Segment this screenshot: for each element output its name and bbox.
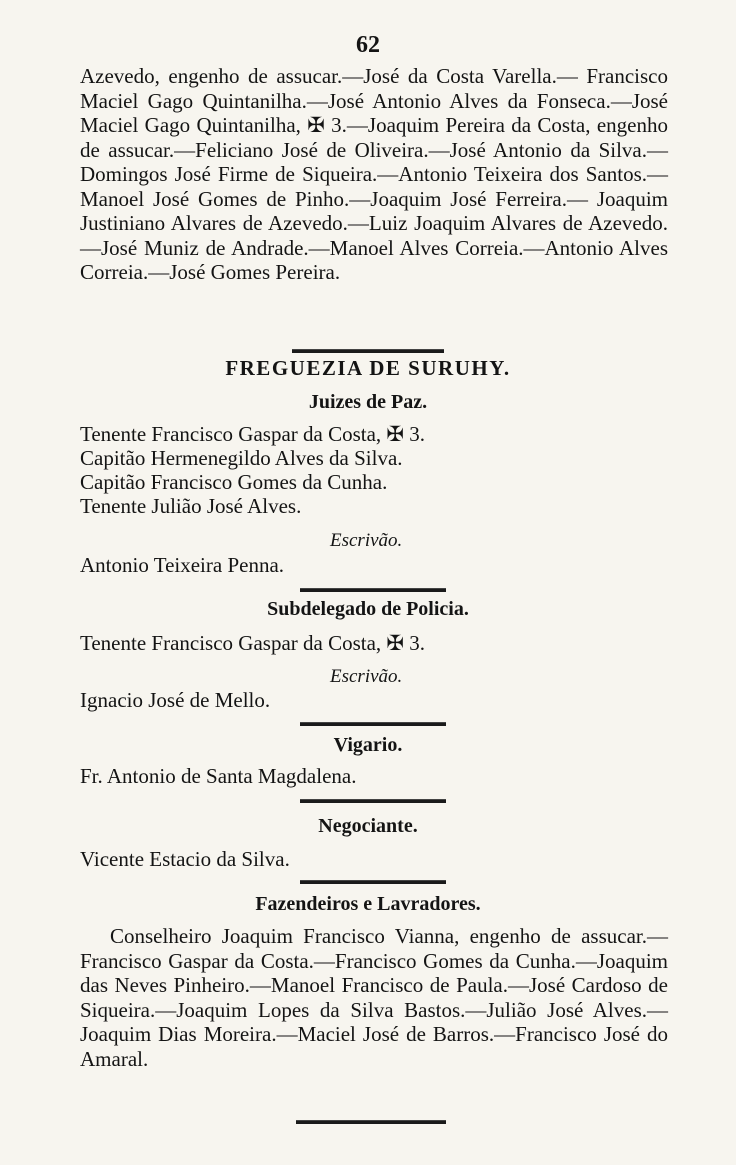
page-number: 62 [356,32,380,58]
subdelegado-heading: Subdelegado de Policia. [267,598,469,620]
escrivao-label: Escrivão. [330,530,403,551]
subdelegado-escrivao-name: Ignacio José de Mello. [80,688,271,712]
juiz-name-1: Tenente Francisco Gaspar da Costa, ✠ 3. [80,422,426,446]
subdelegado-name: Tenente Francisco Gaspar da Costa, ✠ 3. [80,631,426,655]
section-divider [300,880,446,884]
vigario-heading: Vigario. [333,734,403,756]
section-divider [300,722,446,726]
negociante-heading: Negociante. [318,815,418,837]
section-divider [300,588,446,592]
juiz-name-4: Tenente Julião José Alves. [80,494,302,518]
juiz-name-2: Capitão Hermenegildo Alves da Silva. [80,446,403,470]
top-paragraph: Azevedo, engenho de assucar.—José da Costa Varella.— Francisco Maciel Gago Quintanilha.—José Antonio Alves da Fonseca.—José Maciel Gago Quintanilha, ✠ 3.—Joaquim Pereira da Costa, engenho de assucar.—Feliciano José de Oliveira.—José Antonio da Silva.—Domingos José Firme de Siqueira.—Antonio Teixeira dos Santos.—Manoel José Gomes de Pinho.—Joaquim José Ferreira.— Joaquim Justiniano Alvares de Azevedo.—Luiz Joaquim Alvares de Azevedo.—José Muniz de Andrade.—Manoel Alves Correia.—Antonio Alves Correia.—José Gomes Pereira. [80,64,668,284]
fazendeiros-paragraph: Conselheiro Joaquim Francisco Vianna, engenho de assucar.—Francisco Gaspar da Costa.—Francisco Gomes da Cunha.—Joaquim das Neves Pinheiro.—Manoel Francisco de Paula.—José Cardoso de Siqueira.—Joaquim Lopes da Silva Bastos.—Julião José Alves.—Joaquim Dias Moreira.—Maciel José de Barros.—Francisco José do Amaral. [80,924,668,1071]
juiz-name-3: Capitão Francisco Gomes da Cunha. [80,470,388,494]
fazendeiros-heading: Fazendeiros e Lavradores. [255,893,481,915]
section-divider [300,799,446,803]
escrivao-name: Antonio Teixeira Penna. [80,553,285,577]
juizes-heading: Juizes de Paz. [308,391,428,413]
section-divider [292,349,444,353]
subdelegado-escrivao-label: Escrivão. [330,666,403,687]
vigario-name: Fr. Antonio de Santa Magdalena. [80,764,357,788]
parish-heading: FREGUEZIA DE SURUHY. [225,356,511,380]
page-end-divider [296,1120,446,1124]
negociante-name: Vicente Estacio da Silva. [80,847,290,871]
